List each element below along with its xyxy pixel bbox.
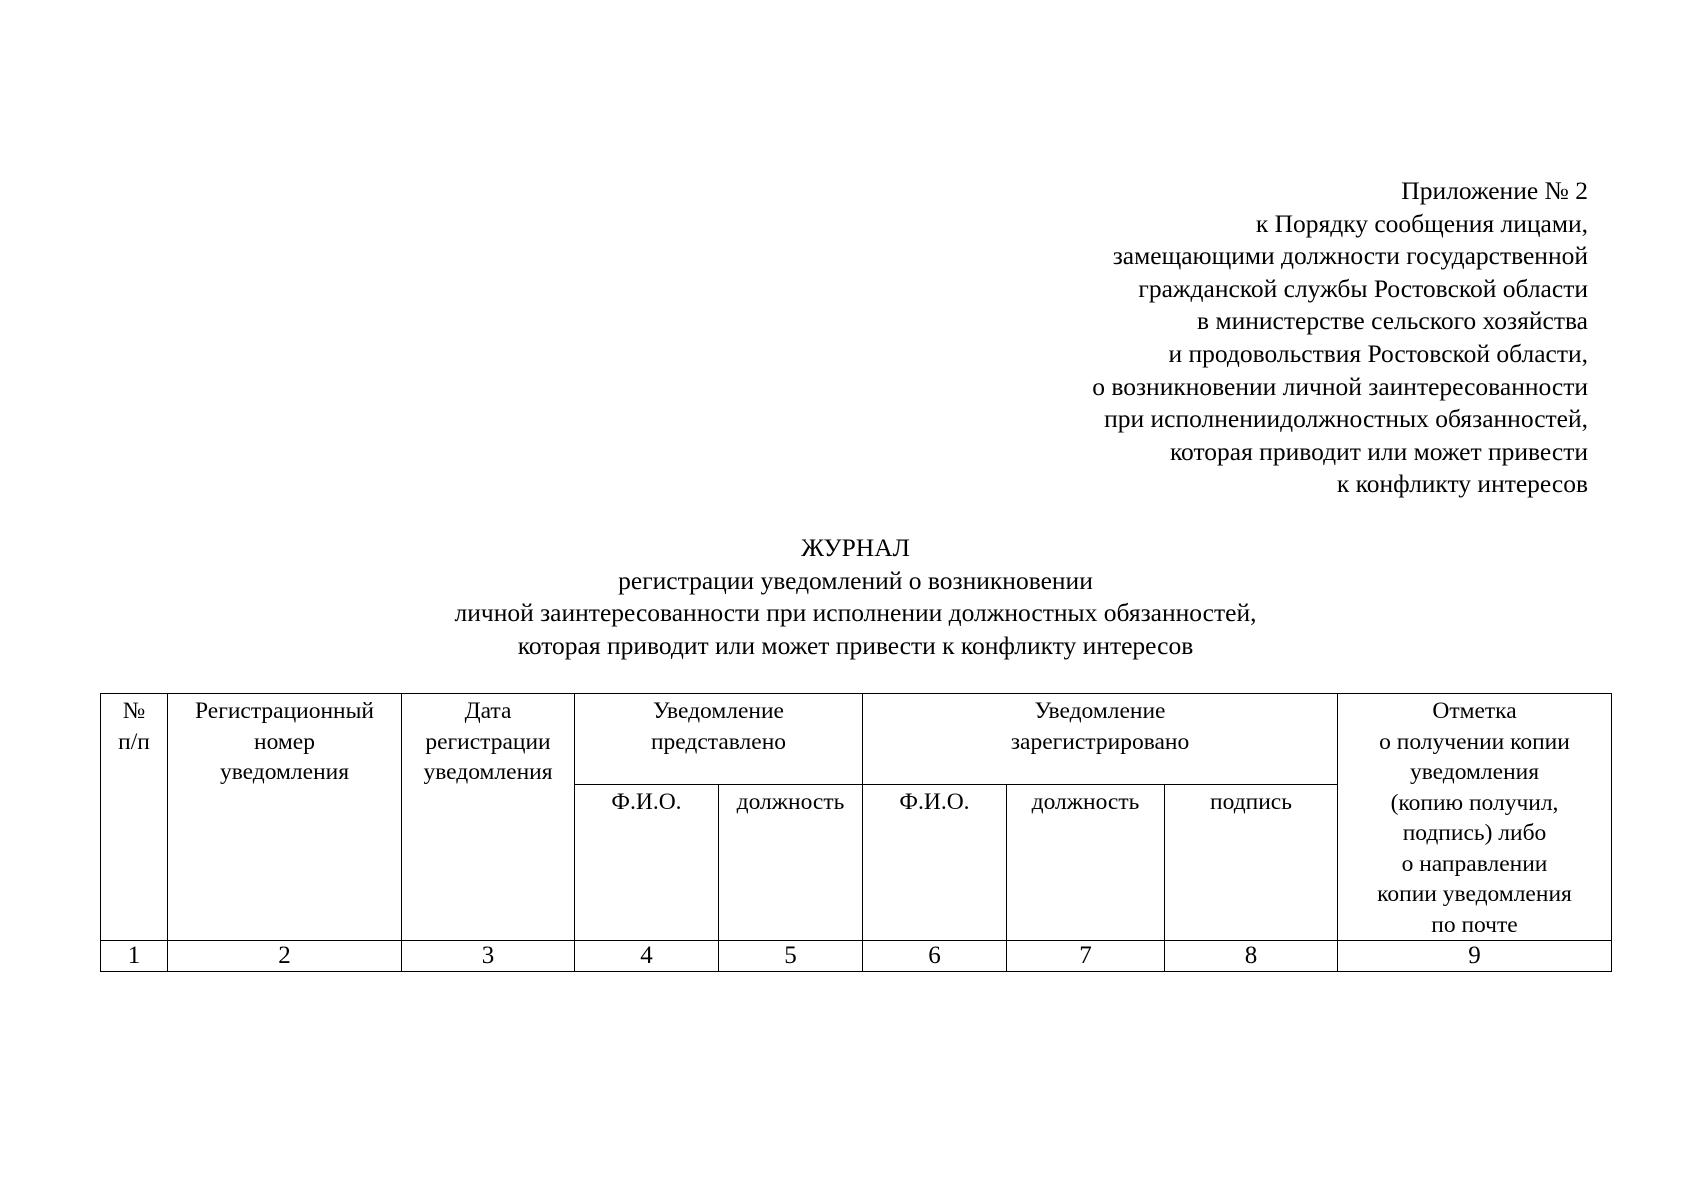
appendix-line: Приложение № 2 (1401, 176, 1588, 205)
appendix-line: к Порядку сообщения лицами, (1255, 208, 1588, 238)
column-number: 9 (1338, 941, 1612, 972)
subheader-submitted-fio: Ф.И.О. (575, 785, 719, 941)
journal-title: ЖУРНАЛ (801, 533, 910, 562)
column-number: 8 (1165, 941, 1338, 972)
appendix-line: к конфликту интересов (1336, 469, 1588, 499)
journal-subtitle-line: личной заинтересованности при исполнении должностных обязанностей, (454, 598, 1257, 628)
header-copy-mark: Отметка о получении копии уведомления (копию получил, подпись) либо о направлении копии уведомления по почте (1338, 694, 1612, 941)
appendix-line: гражданской службы Ростовской области (1138, 273, 1588, 303)
appendix-line: замещающими должности государственной (1112, 241, 1588, 271)
column-number: 1 (101, 941, 168, 972)
appendix-line: которая приводит или может привести (1169, 436, 1588, 466)
header-row (101, 694, 1612, 785)
column-number: 3 (402, 941, 575, 972)
column-number: 2 (168, 941, 402, 972)
column-number: 5 (719, 941, 863, 972)
header-registration-number: Регистрационный номер уведомления (168, 694, 402, 941)
header-notification-submitted: Уведомление представлено (575, 694, 863, 785)
column-number-row (101, 941, 1612, 972)
subheader-registered-signature: подпись (1165, 785, 1338, 941)
column-number: 6 (863, 941, 1007, 972)
subheader-submitted-position: должность (719, 785, 863, 941)
journal-table (100, 693, 1612, 972)
header-notification-registered: Уведомление зарегистрировано (863, 694, 1338, 785)
header-number: № п/п (101, 694, 168, 941)
journal-subtitle-line: которая приводит или может привести к конфликту интересов (517, 630, 1194, 660)
column-number: 7 (1007, 941, 1165, 972)
column-number: 4 (575, 941, 719, 972)
appendix-block (868, 175, 1588, 501)
appendix-line: при исполнениидолжностных обязанностей, (1104, 404, 1588, 434)
header-registration-date: Дата регистрации уведомления (402, 694, 575, 941)
journal-heading (0, 532, 1697, 662)
subheader-registered-fio: Ф.И.О. (863, 785, 1007, 941)
journal-subtitle-line: регистрации уведомлений о возникновении (618, 565, 1093, 595)
appendix-line: о возникновении личной заинтересованности (1092, 371, 1588, 401)
subheader-registered-position: должность (1007, 785, 1165, 941)
appendix-line: в министерстве сельского хозяйства (1197, 306, 1588, 336)
appendix-line: и продовольствия Ростовской области, (1168, 338, 1588, 368)
